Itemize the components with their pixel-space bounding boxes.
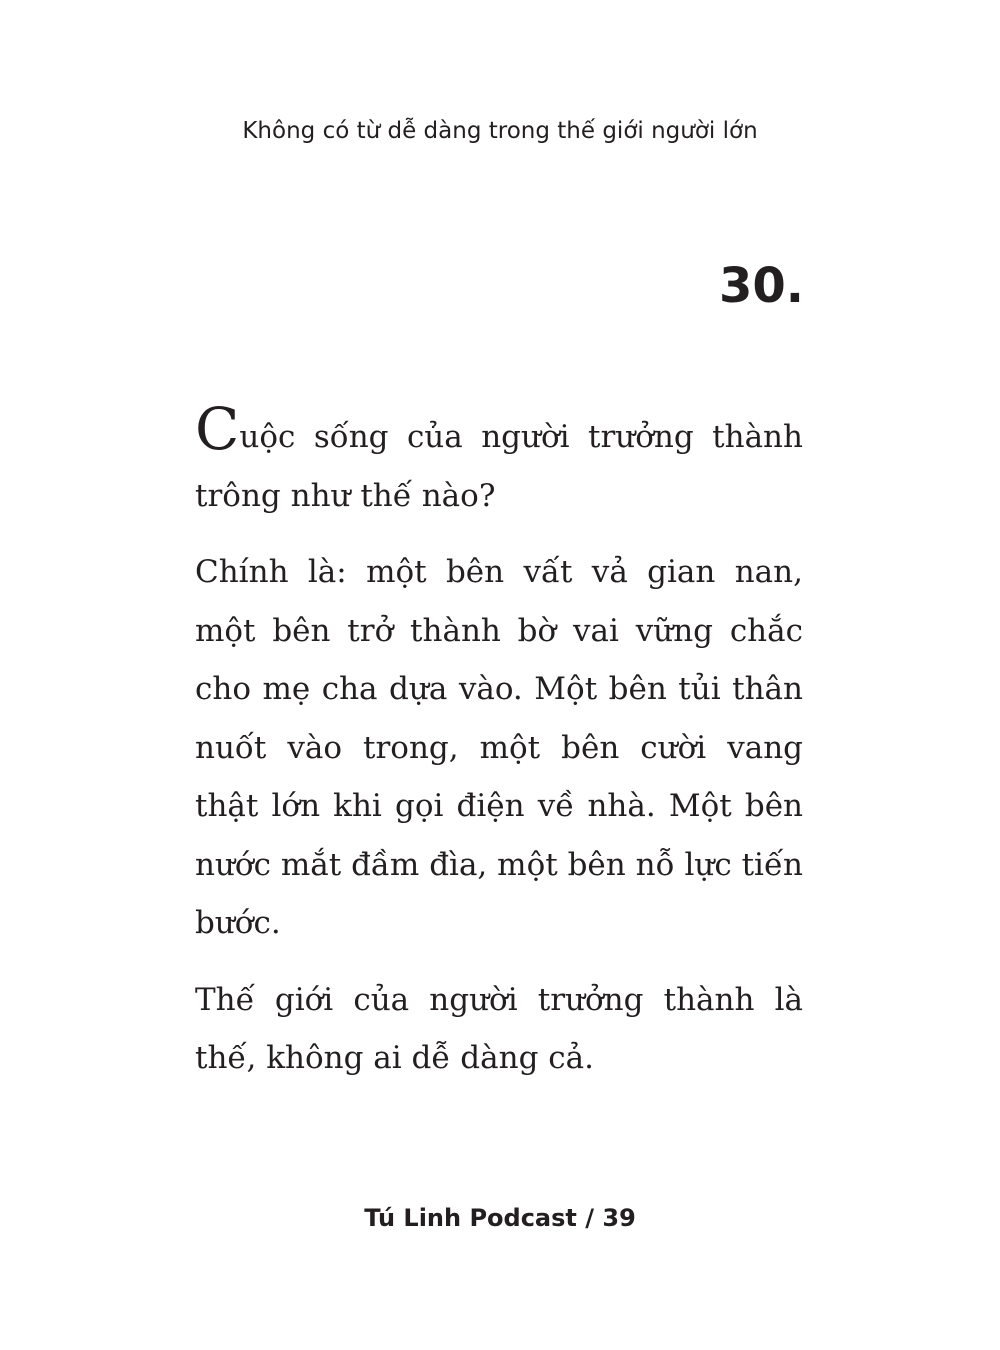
paragraph-2: Chính là: một bên vất vả gian nan, một bên trở thành bờ vai vững chắc cho mẹ cha dựa vào. Một bên tủi thân nuốt vào trong, một bên cười vang thật lớn khi gọi điện về nhà. Một bên nước mắt đầm đìa, một bên nỗ lực tiến bước. <box>195 554 803 941</box>
book-title: Không có từ dễ dàng trong thế giới người lớn <box>242 118 758 144</box>
running-header <box>0 118 1000 144</box>
page-footer <box>0 1204 1000 1232</box>
footer-separator: / <box>585 1204 595 1232</box>
paragraph-3: Thế giới của người trưởng thành là thế, không ai dễ dàng cả. <box>195 981 803 1076</box>
page-number: 39 <box>602 1204 636 1232</box>
paragraph-1 <box>195 395 803 525</box>
body-text <box>195 395 803 1106</box>
paragraph-1-text: uộc sống của người trưởng thành trông như thế nào? <box>195 419 803 514</box>
chapter-number: 30. <box>718 258 804 314</box>
author-name: Tú Linh Podcast <box>364 1204 577 1232</box>
drop-cap: C <box>195 395 240 463</box>
